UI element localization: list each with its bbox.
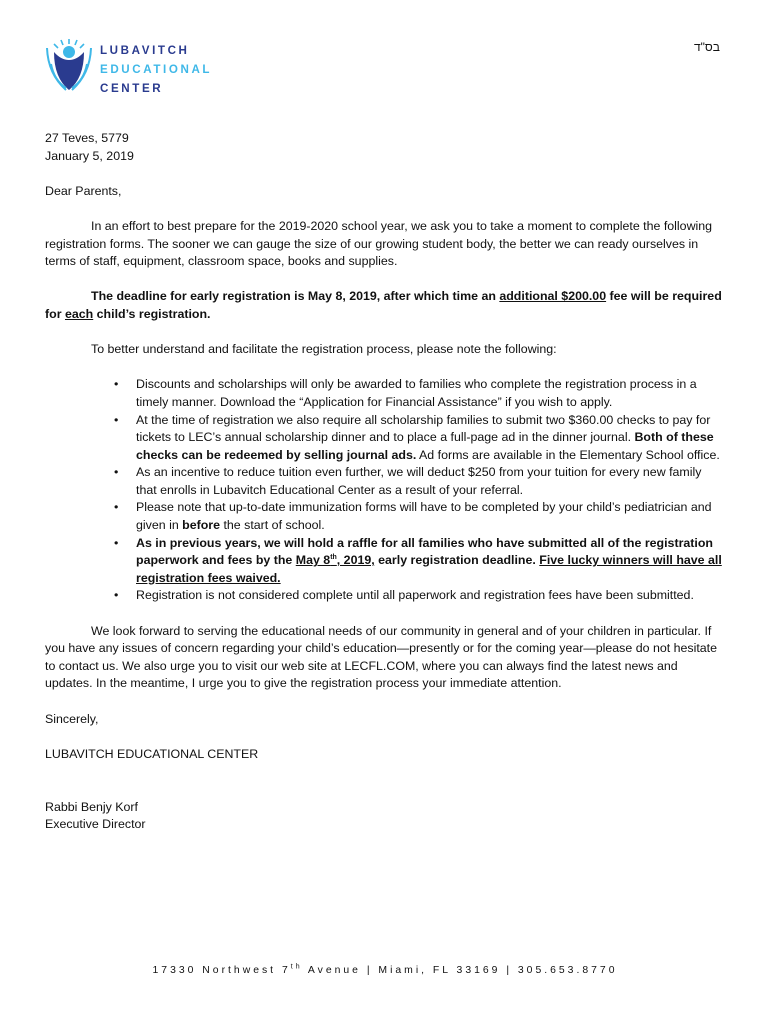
hebrew-header: בס"ד bbox=[694, 40, 720, 54]
logo-wordmark bbox=[100, 41, 212, 98]
organization-name: LUBAVITCH EDUCATIONAL CENTER bbox=[45, 746, 259, 761]
intro-paragraph: In an effort to best prepare for the 2019-2020 school year, we ask you to take a moment to complete the following registration forms. The sooner we can gauge the size of our growing student body, the better we can ready ourselves in terms of staff, equipment, classroom space, books and supplies. bbox=[45, 218, 713, 269]
logo bbox=[44, 38, 244, 94]
deadline-text-2: fee will be required for bbox=[45, 289, 722, 321]
footer-address: 17330 Northwest 7th Avenue | Miami, FL 33169 | 305.653.8770 bbox=[152, 963, 618, 976]
logo-line-1: LUBAVITCH bbox=[100, 44, 190, 57]
list-item: • As an incentive to reduce tuition even further, we will deduct $250 from your tuition for every new family that enrolls in Lubavitch Educational Center as a result of your referral. bbox=[136, 464, 725, 499]
list-item: • Please note that up-to-date immunization forms will have to be completed by your child’s pediatrician and given in before the start of school. bbox=[136, 499, 725, 534]
deadline-fee: additional $200.00 bbox=[499, 289, 607, 304]
salutation: Dear Parents, bbox=[45, 183, 122, 198]
logo-line-2: EDUCATIONAL bbox=[100, 63, 213, 76]
logo-emblem-icon bbox=[44, 38, 94, 92]
date-civil: January 5, 2019 bbox=[45, 148, 134, 163]
list-item: • At the time of registration we also require all scholarship families to submit two $360.00 checks to pay for tickets to LEC’s annual scholarship dinner and to place a full-page ad in the dinner journal. Both of these checks can be redeemed by selling journal ads. Ad forms are available in the Elementary School office. bbox=[136, 412, 725, 465]
deadline-text-3: child’s registration. bbox=[93, 306, 211, 321]
notes-list bbox=[45, 376, 725, 605]
list-intro: To better understand and facilitate the registration process, please note the following: bbox=[91, 342, 557, 357]
date-hebrew: 27 Teves, 5779 bbox=[45, 131, 129, 145]
signer-name: Rabbi Benjy Korf bbox=[45, 799, 138, 814]
deadline-each: each bbox=[64, 306, 94, 321]
deadline-text-1: The deadline for early registration is May 8, 2019, after which time an bbox=[91, 289, 500, 304]
deadline-paragraph bbox=[45, 288, 725, 323]
logo-line-3: CENTER bbox=[100, 82, 164, 95]
letter-body bbox=[45, 130, 725, 834]
list-item: • As in previous years, we will hold a raffle for all families who have submitted all of the registration paperwork and fees by the May 8th, 2019, early registration deadline. Five lucky winners will have all registration fees waived. bbox=[136, 535, 725, 588]
signer-title: Executive Director bbox=[45, 817, 146, 832]
list-item: • Discounts and scholarships will only be awarded to families who complete the registration process in a timely manner. Download the “Application for Financial Assistance” if you wish to apply. bbox=[136, 376, 725, 411]
signoff: Sincerely, bbox=[45, 711, 99, 726]
list-item: • Registration is not considered complete until all paperwork and registration fees have been submitted. bbox=[136, 587, 725, 605]
closing-paragraph: We look forward to serving the educational needs of our community in general and of your children in particular. If you have any issues of concern regarding your child’s education—presently or for the coming year—please do not hesitate to contact us. We also urge you to visit our web site at LECFL.COM, where you can always find the latest news and updates. In the meantime, I urge you to give the registration process your immediate attention. bbox=[45, 623, 718, 691]
